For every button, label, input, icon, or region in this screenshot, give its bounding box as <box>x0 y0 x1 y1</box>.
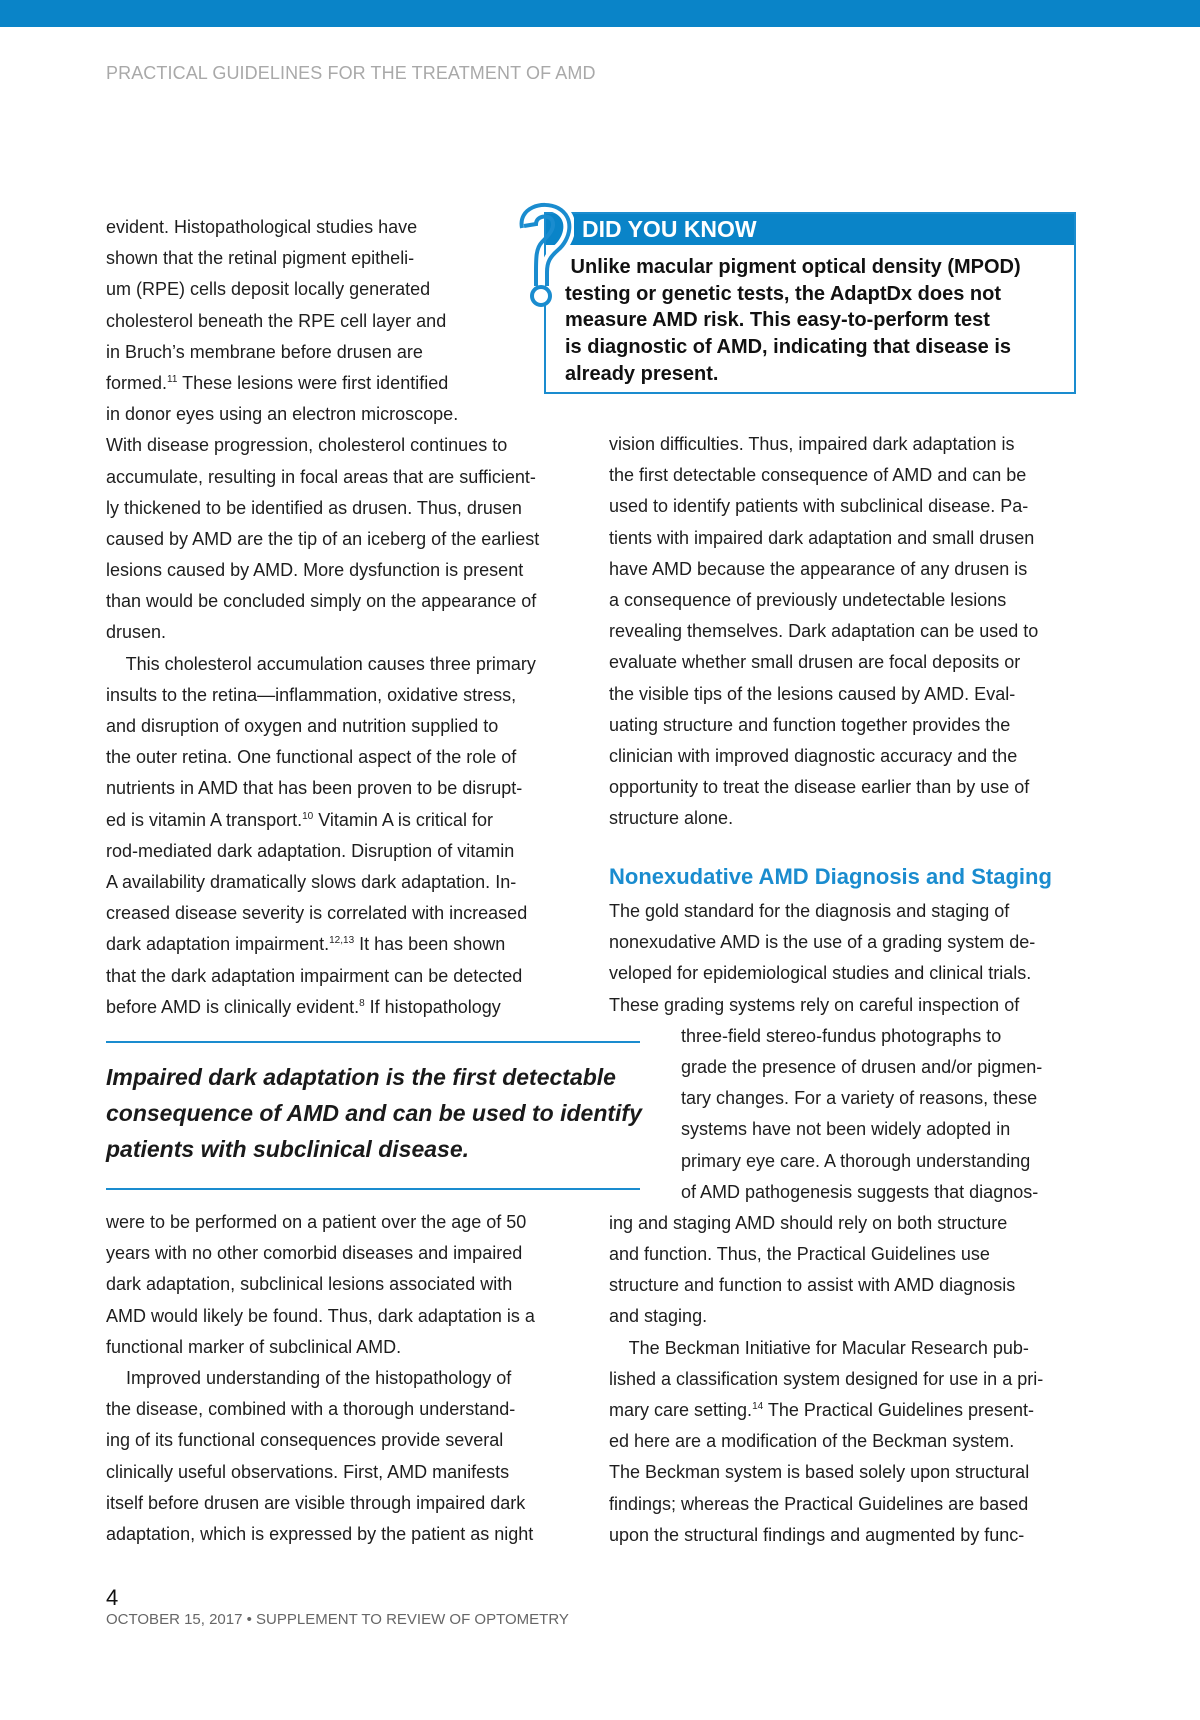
did-you-know-title: DID YOU KNOW <box>582 216 757 242</box>
text-line: The Beckman system is based solely upon structural <box>609 1462 1030 1483</box>
text-line: evaluate whether small drusen are focal deposits or <box>609 652 1021 673</box>
text-line: itself before drusen are visible through impaired dark <box>106 1492 526 1513</box>
text-line: This cholesterol accumulation causes three primary <box>106 653 536 674</box>
text-line: ed here are a modification of the Beckman system. <box>609 1431 1015 1452</box>
text-segment: Vitamin A is critical for <box>313 809 493 830</box>
text-line <box>609 1395 1043 1426</box>
text-line: the disease, combined with a thorough understand- <box>106 1399 516 1420</box>
text-line: uating structure and function together provides the <box>609 714 1011 735</box>
text-line: the outer retina. One functional aspect of the role of <box>106 747 517 768</box>
right-column-text-bottom <box>609 896 1043 1551</box>
text-line: a consequence of previously undetectable lesions <box>609 589 1007 610</box>
text-segment: dark adaptation impairment. <box>106 934 330 955</box>
text-segment: mary care setting. <box>609 1400 753 1420</box>
citation-superscript: 12,13 <box>329 935 355 947</box>
text-line: have AMD because the appearance of any drusen is <box>609 558 1028 579</box>
text-line: vision difficulties. Thus, impaired dark adaptation is <box>609 434 1015 454</box>
text-line: used to identify patients with subclinical disease. Pa- <box>609 496 1029 517</box>
text-segment: These lesions were first identified <box>177 372 449 393</box>
did-you-know-line: is diagnostic of AMD, indicating that disease is <box>565 336 1011 359</box>
text-line: insults to the retina—inflammation, oxidative stress, <box>106 684 517 705</box>
text-line: ly thickened to be identified as drusen. Thus, drusen <box>106 497 522 518</box>
text-line: creased disease severity is correlated with increased <box>106 903 528 924</box>
text-line: These grading systems rely on careful inspection of <box>609 994 1020 1015</box>
text-line: evident. Histopathological studies have <box>106 217 418 237</box>
footer-text: OCTOBER 15, 2017 • SUPPLEMENT TO REVIEW OF OPTOMETRY <box>106 1611 569 1628</box>
text-line: that the dark adaptation impairment can be detected <box>106 965 523 986</box>
text-line: in donor eyes using an electron microscope. <box>106 404 459 425</box>
text-line <box>106 992 539 1023</box>
text-line: than would be concluded simply on the appearance of <box>106 591 537 612</box>
text-line: primary eye care. A thorough understanding <box>681 1150 1031 1171</box>
did-you-know-line: already present. <box>565 362 719 385</box>
text-line: ing of its functional consequences provide several <box>106 1430 504 1451</box>
text-line <box>106 929 539 960</box>
text-line: nonexudative AMD is the use of a grading system de- <box>609 932 1036 953</box>
text-line: and staging. <box>609 1306 708 1327</box>
text-line: um (RPE) cells deposit locally generated <box>106 279 431 300</box>
text-line: opportunity to treat the disease earlier than by use of <box>609 777 1030 798</box>
did-you-know-box <box>544 212 1076 394</box>
page-number: 4 <box>106 1585 119 1610</box>
text-segment: formed. <box>106 372 168 393</box>
text-line: upon the structural findings and augmented by func- <box>609 1524 1025 1545</box>
text-line: dark adaptation, subclinical lesions associated with <box>106 1274 513 1295</box>
text-line: were to be performed on a patient over the age of 50 <box>106 1212 527 1232</box>
text-line: caused by AMD are the tip of an iceberg of the earliest <box>106 528 540 549</box>
text-line <box>106 368 539 399</box>
text-line: The Beckman Initiative for Macular Research pub- <box>609 1337 1029 1358</box>
citation-superscript: 10 <box>302 810 314 822</box>
text-line: revealing themselves. Dark adaptation can be used to <box>609 621 1039 642</box>
section-heading: Nonexudative AMD Diagnosis and Staging <box>609 864 1052 889</box>
text-line: lesions caused by AMD. More dysfunction is present <box>106 560 524 581</box>
citation-superscript: 14 <box>752 1401 764 1412</box>
text-line: in Bruch’s membrane before drusen are <box>106 341 423 362</box>
text-line: grade the presence of drusen and/or pigmen- <box>681 1056 1043 1077</box>
text-line: nutrients in AMD that has been proven to be disrupt- <box>106 778 523 799</box>
text-line: Improved understanding of the histopathology of <box>106 1367 512 1388</box>
text-line: accumulate, resulting in focal areas that are sufficient- <box>106 466 536 487</box>
text-line <box>106 805 539 836</box>
text-line: lished a classification system designed for use in a pri- <box>609 1368 1044 1389</box>
citation-superscript: 11 <box>167 373 178 385</box>
text-line: structure and function to assist with AMD diagnosis <box>609 1275 1016 1296</box>
text-line: clinician with improved diagnostic accuracy and the <box>609 745 1018 766</box>
text-line: tients with impaired dark adaptation and small drusen <box>609 527 1035 548</box>
text-line: systems have not been widely adopted in <box>681 1119 1011 1140</box>
text-segment: ed is vitamin A transport. <box>106 809 303 830</box>
text-line: veloped for epidemiological studies and clinical trials. <box>609 963 1032 984</box>
running-head: PRACTICAL GUIDELINES FOR THE TREATMENT OF AMD <box>106 63 596 83</box>
citation-superscript: 8 <box>359 997 365 1009</box>
text-line: cholesterol beneath the RPE cell layer and <box>106 310 447 331</box>
text-line: three-field stereo-fundus photographs to <box>681 1025 1002 1046</box>
question-mark-icon <box>514 202 574 310</box>
text-segment: The Practical Guidelines present- <box>763 1400 1034 1420</box>
text-line: clinically useful observations. First, AMD manifests <box>106 1461 510 1482</box>
pull-quote <box>106 1041 640 1190</box>
text-line: functional marker of subclinical AMD. <box>106 1336 402 1357</box>
pull-quote-line: patients with subclinical disease. <box>106 1136 470 1162</box>
text-line: years with no other comorbid diseases and impaired <box>106 1243 523 1264</box>
text-line: structure alone. <box>609 808 734 829</box>
text-line: ing and staging AMD should rely on both structure <box>609 1212 1008 1233</box>
text-line: shown that the retinal pigment epitheli- <box>106 248 415 269</box>
text-line: of AMD pathogenesis suggests that diagnos- <box>681 1181 1039 1202</box>
pull-quote-line: consequence of AMD and can be used to identify <box>106 1100 642 1126</box>
text-line: AMD would likely be found. Thus, dark adaptation is a <box>106 1305 535 1326</box>
left-column-text-bottom <box>106 1207 535 1550</box>
text-line: The gold standard for the diagnosis and staging of <box>609 901 1010 921</box>
left-column-text-top <box>106 212 539 1023</box>
pull-quote-text <box>106 1059 642 1167</box>
text-line: adaptation, which is expressed by the patient as night <box>106 1523 534 1544</box>
did-you-know-line: Unlike macular pigment optical density (MPOD) <box>565 256 1021 278</box>
text-line: tary changes. For a variety of reasons, these <box>681 1088 1038 1109</box>
pull-quote-line: Impaired dark adaptation is the first detectable <box>106 1064 616 1090</box>
did-you-know-line: measure AMD risk. This easy-to-perform test <box>565 309 990 332</box>
right-column-text-top <box>609 429 1038 834</box>
text-line: With disease progression, cholesterol continues to <box>106 435 508 456</box>
text-segment: If histopathology <box>364 996 501 1017</box>
text-line: findings; whereas the Practical Guidelines are based <box>609 1493 1029 1514</box>
text-line: and disruption of oxygen and nutrition supplied to <box>106 716 499 736</box>
text-line: drusen. <box>106 622 167 643</box>
text-line: the visible tips of the lesions caused by AMD. Eval- <box>609 683 1016 704</box>
top-accent-bar <box>0 0 1200 27</box>
did-you-know-body <box>565 254 1021 388</box>
did-you-know-line: testing or genetic tests, the AdaptDx does not <box>565 282 1001 305</box>
text-segment: before AMD is clinically evident. <box>106 996 360 1017</box>
text-line: rod-mediated dark adaptation. Disruption of vitamin <box>106 840 515 861</box>
text-segment: It has been shown <box>354 934 506 955</box>
text-line: and function. Thus, the Practical Guidelines use <box>609 1244 990 1265</box>
text-line: A availability dramatically slows dark adaptation. In- <box>106 871 517 892</box>
text-line: the first detectable consequence of AMD and can be <box>609 465 1027 486</box>
